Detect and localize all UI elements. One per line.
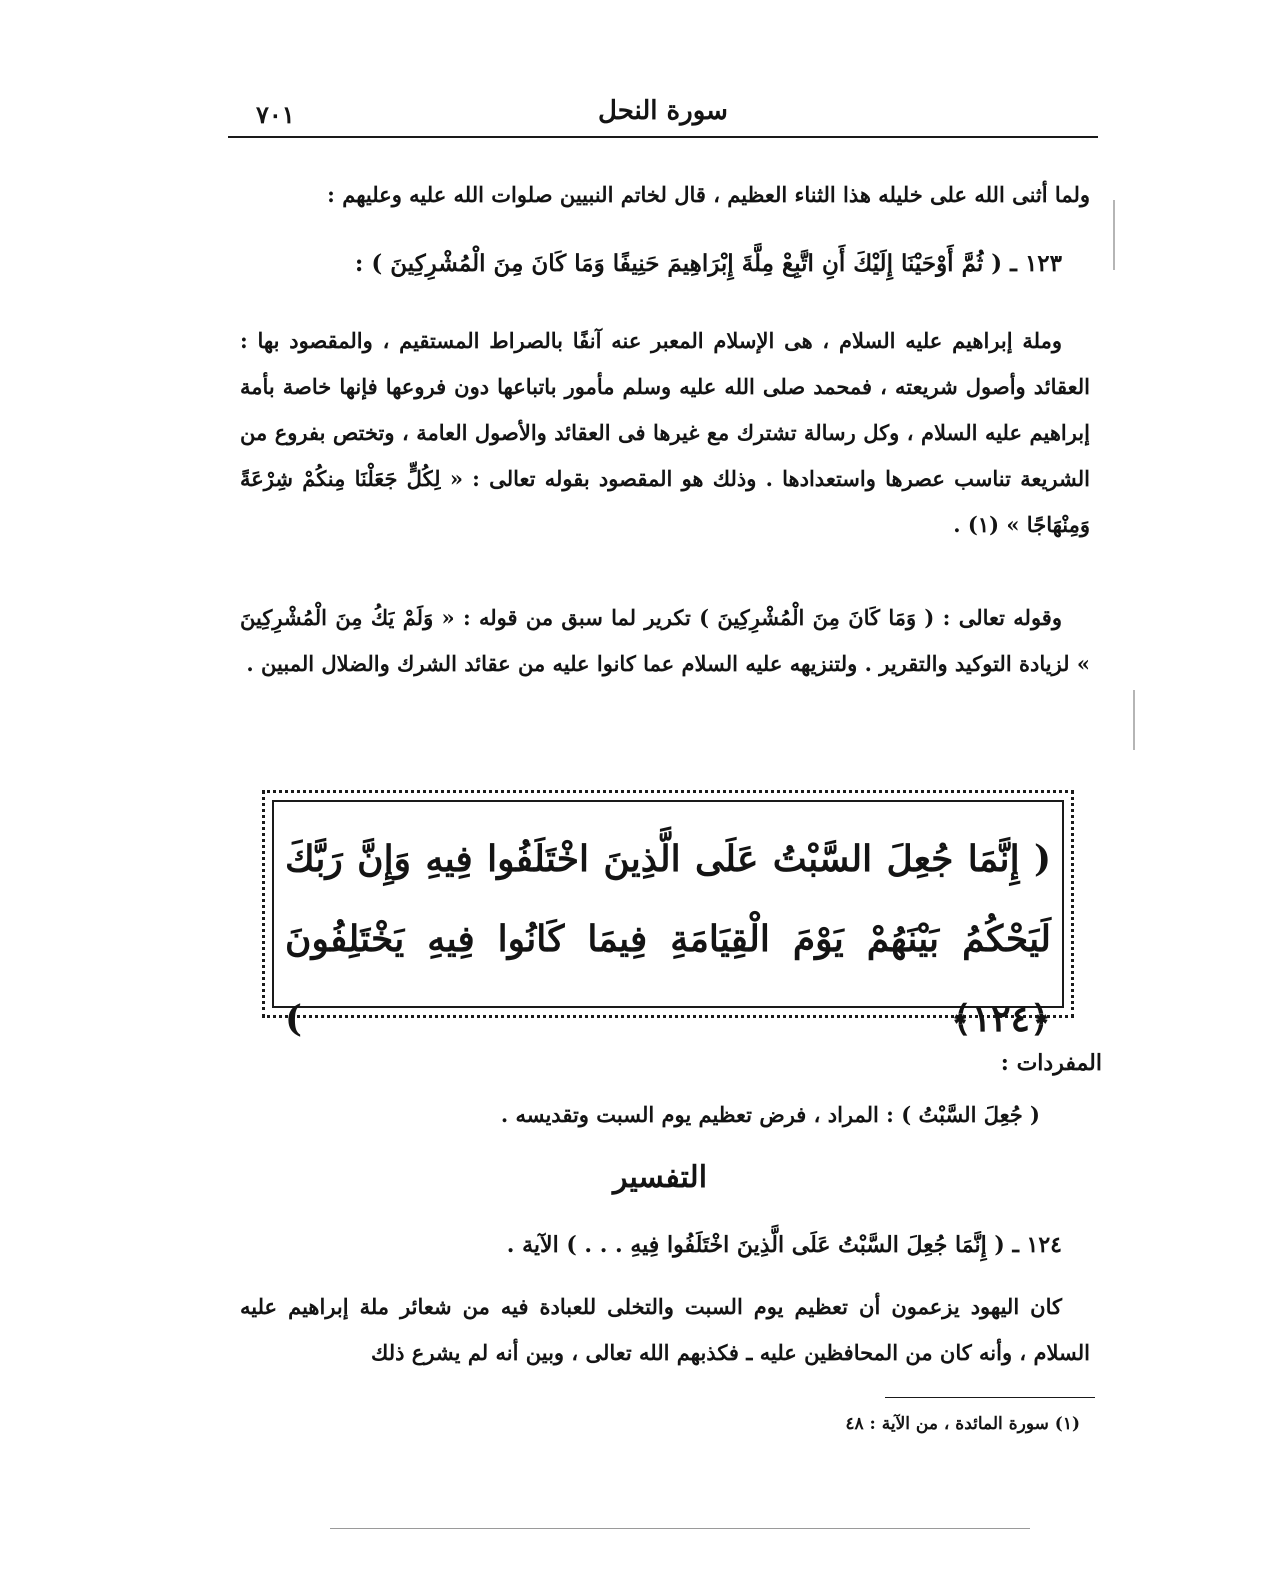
page-number: ٧٠١ (256, 100, 295, 129)
vocabulary-heading: المفردات : (1000, 1050, 1102, 1076)
quran-verse-text (285, 819, 1051, 1040)
verse-124-reference: ١٢٤ ـ ( إِنَّمَا جُعِلَ السَّبْتُ عَلَى الَّذِينَ اخْتَلَفُوا فِيهِ . . . ) الآية . (506, 1232, 1062, 1258)
vocabulary-definition: ( جُعِلَ السَّبْتُ ) : المراد ، فرض تعظيم يوم السبت وتقديسه . (500, 1102, 1040, 1127)
commentary-paragraph-2: وقوله تعالى : ( وَمَا كَانَ مِنَ الْمُشْرِكِينَ ) تكرير لما سبق من قوله : « وَلَمْ يَكُ مِنَ الْمُشْرِكِينَ » لزيادة التوكيد والتقرير . ولتنزيهه عليه السلام عما كانوا عليه من عقائد الشرك والضلال المبين . (240, 605, 1090, 676)
footnote: (١) سورة المائدة ، من الآية : ٤٨ (845, 1414, 1080, 1434)
commentary-paragraph-1: وملة إبراهيم عليه السلام ، هى الإسلام المعبر عنه آنفًا بالصراط المستقيم ، والمقصود بها : العقائد وأصول شريعته ، فمحمد صلى الله عليه وسلم مأمور باتباعها دون فروعها فإنها خاصة بأمة إبراهيم عليه السلام ، وكل رسالة تشترك مع غيرها فى العقائد والأصول العامة ، وتختص بفروع من الشريعة تناسب عصرها واستعدادها . وذلك هو المقصود بقوله تعالى : « لِكُلٍّ جَعَلْنَا مِنكُمْ شِرْعَةً وَمِنْهَاجًا » (١) . (240, 328, 1090, 537)
page-header (228, 92, 1098, 134)
tafsir-heading: التفسير (612, 1160, 708, 1195)
verse-123: ١٢٣ ـ ( ثُمَّ أَوْحَيْنَا إِلَيْكَ أَنِ اتَّبِعْ مِلَّةَ إِبْرَاهِيمَ حَنِيفًا وَمَا كَانَ مِنَ الْمُشْرِكِينَ ) : (354, 250, 1062, 277)
commentary-paragraph-3: كان اليهود يزعمون أن تعظيم يوم السبت والتخلى للعبادة فيه من شعائر ملة إبراهيم عليه السلام ، وأنه كان من المحافظين عليه ـ فكذبهم الله تعالى ، وبين أنه لم يشرع ذلك (240, 1294, 1090, 1365)
quran-verse-box (262, 790, 1074, 1040)
intro-text: ولما أثنى الله على خليله هذا الثناء العظيم ، قال لخاتم النبيين صلوات الله عليه وعليهم : (327, 182, 1090, 207)
footnote-separator (885, 1397, 1095, 1398)
scan-edge-line (330, 1528, 1030, 1529)
quran-line-1: ( إِنَّمَا جُعِلَ السَّبْتُ عَلَى الَّذِينَ اخْتَلَفُوا فِيهِ وَإِنَّ رَبَّكَ (285, 838, 1051, 880)
header-rule (228, 136, 1098, 138)
quran-line-2: لَيَحْكُمُ بَيْنَهُمْ يَوْمَ الْقِيَامَةِ فِيمَا كَانُوا فِيهِ يَخْتَلِفُونَ ﴿١٢٤﴾ ) (285, 918, 1051, 1040)
scan-margin-mark (1113, 200, 1115, 270)
scan-margin-mark (1133, 690, 1135, 750)
surah-title: سورة النحل (598, 96, 728, 126)
